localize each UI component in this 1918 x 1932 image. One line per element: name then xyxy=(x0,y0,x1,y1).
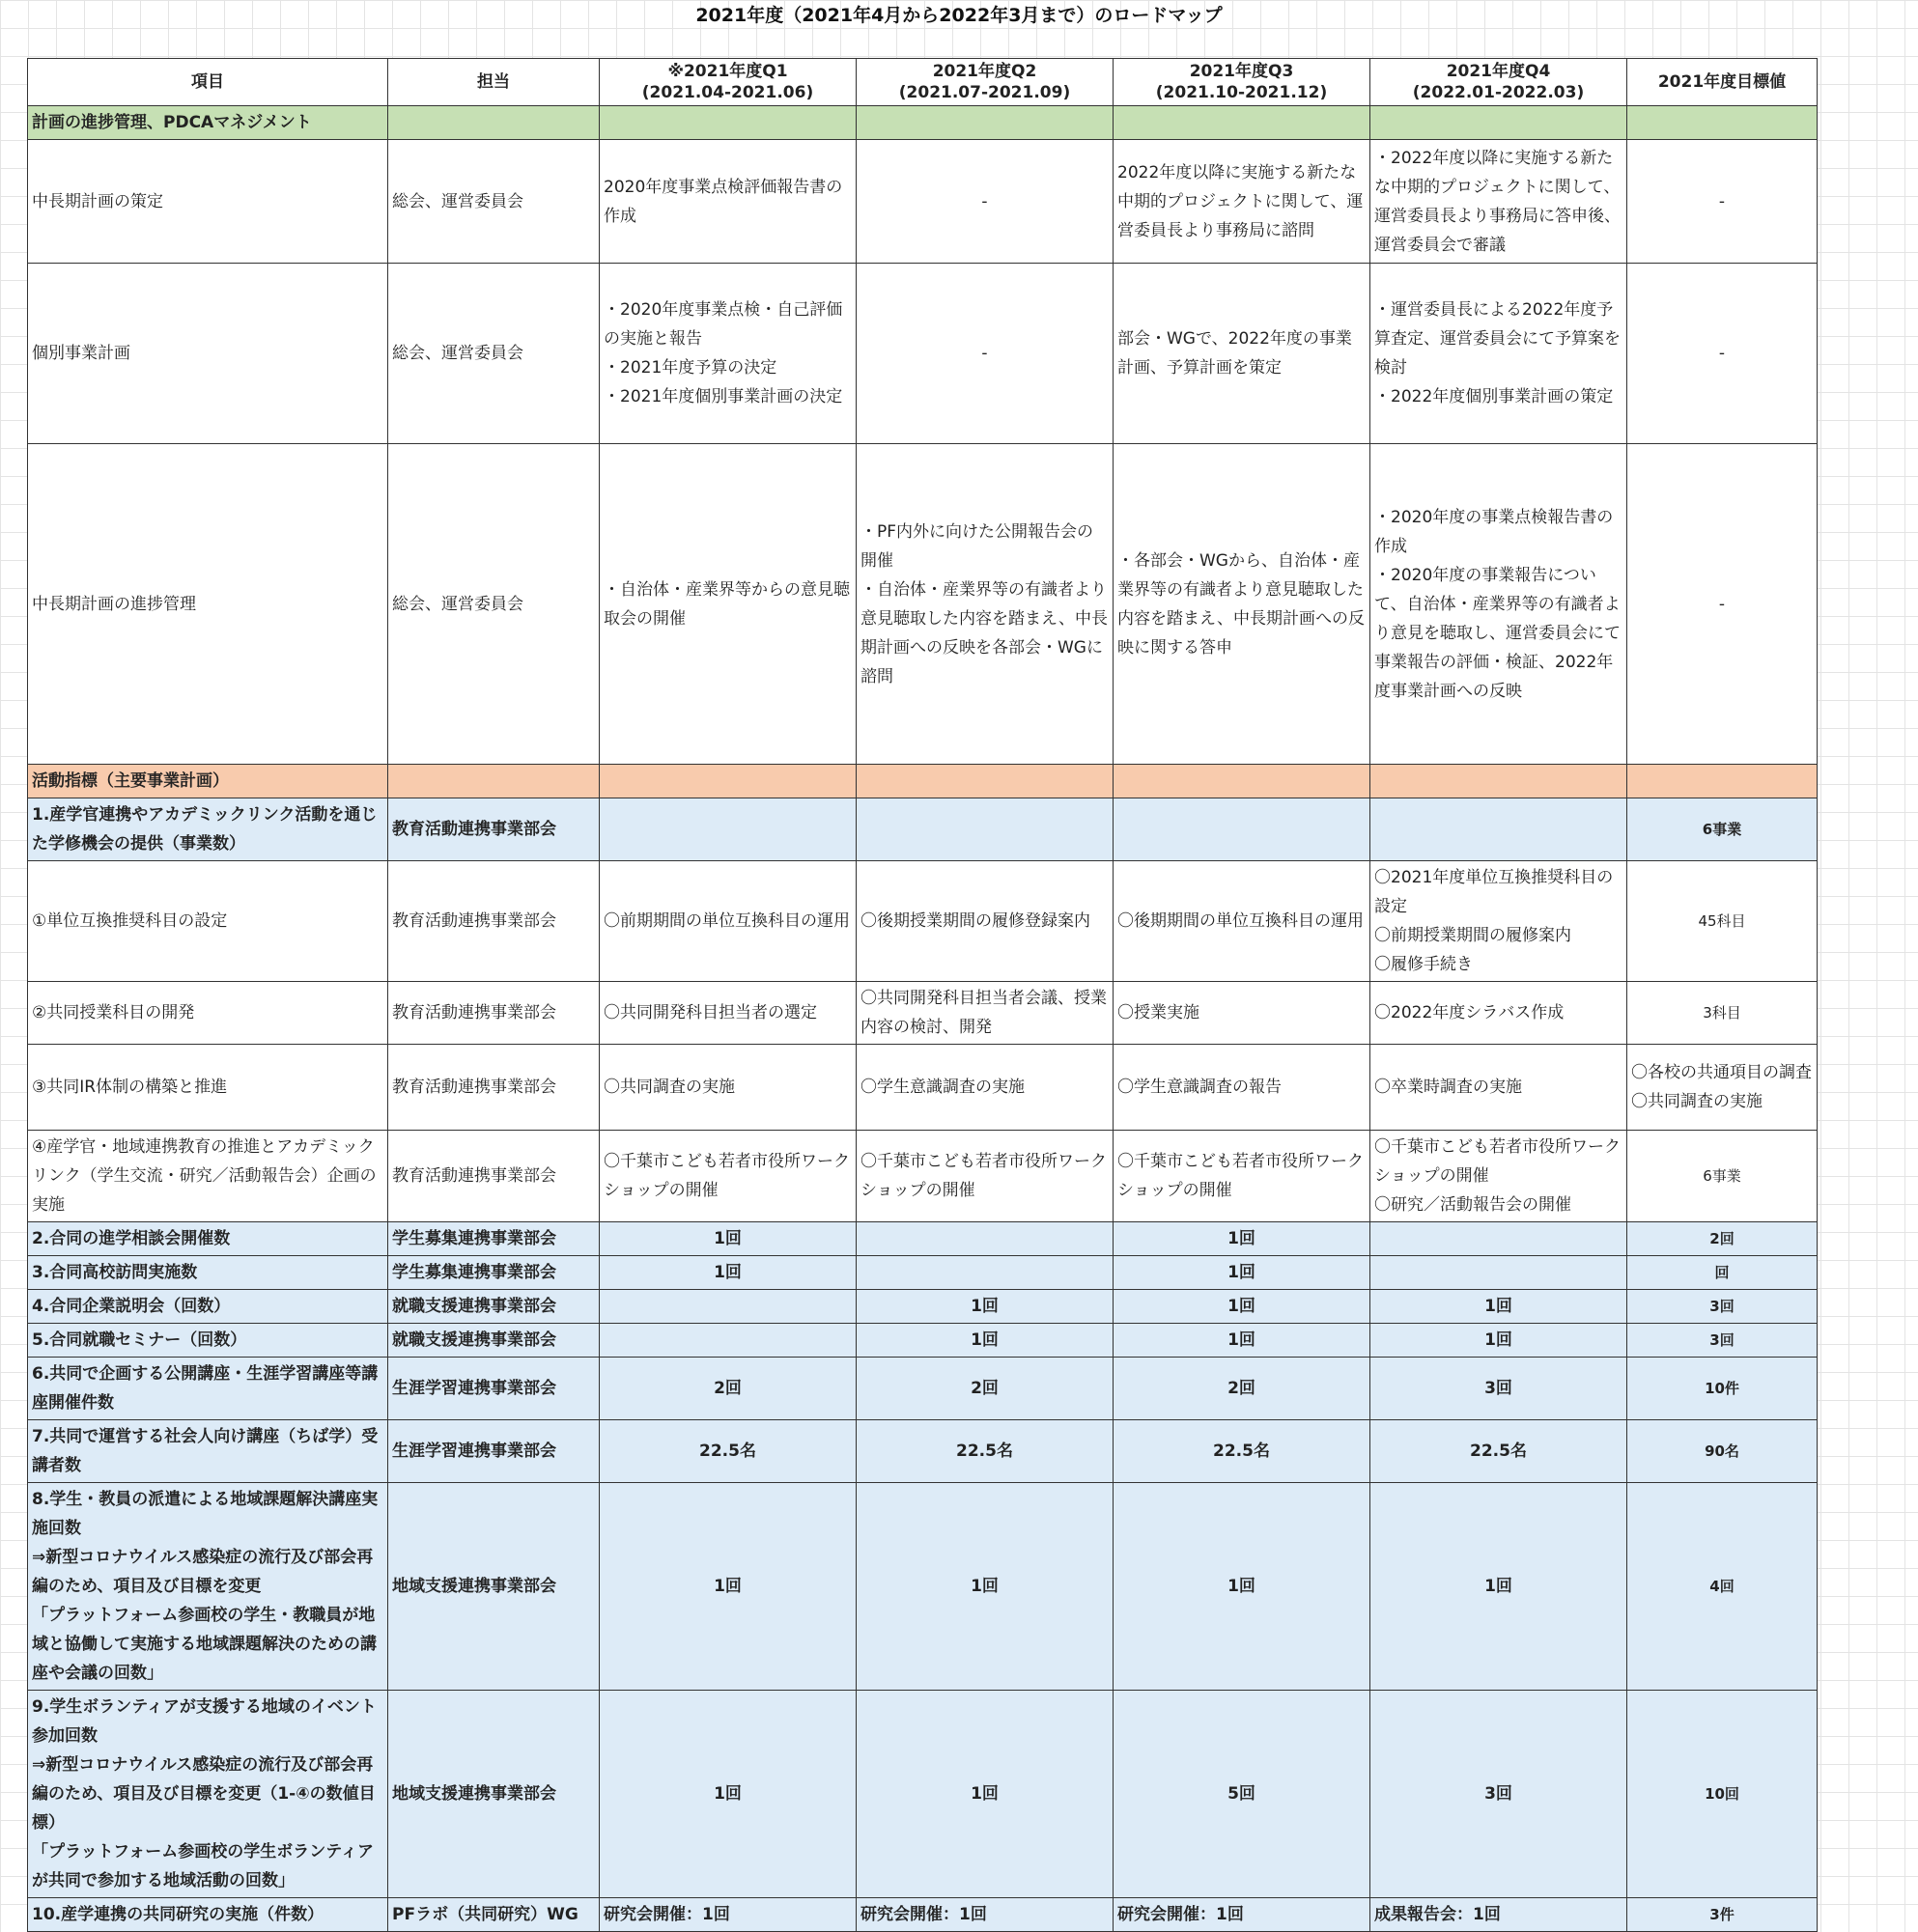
cell-q3: 1回 xyxy=(1114,1324,1370,1358)
cell-q1: ・2020年度事業点検・自己評価の実施と報告 ・2021年度予算の決定 ・2021年度個別事業計画の決定 xyxy=(600,264,857,444)
cell-q3: 22.5名 xyxy=(1114,1420,1370,1483)
cell-q4: 〇2022年度シラバス作成 xyxy=(1370,982,1627,1045)
table-row xyxy=(28,1222,1818,1256)
cell-target: 10件 xyxy=(1627,1358,1818,1420)
cell-owner: 教育活動連携事業部会 xyxy=(388,982,600,1045)
cell-item: ②共同授業科目の開発 xyxy=(28,982,388,1045)
cell-q1 xyxy=(600,798,857,861)
cell-q4: 1回 xyxy=(1370,1290,1627,1324)
cell-q3: 研究会開催：1回 xyxy=(1114,1898,1370,1932)
cell-q2: 22.5名 xyxy=(857,1420,1114,1483)
header-target: 2021年度目標値 xyxy=(1627,59,1818,106)
table-row xyxy=(28,1256,1818,1290)
cell-owner: 地域支援連携事業部会 xyxy=(388,1691,600,1898)
page-title: 2021年度（2021年4月から2022年3月まで）のロードマップ xyxy=(695,5,1223,26)
cell-q1: 〇共同開発科目担当者の選定 xyxy=(600,982,857,1045)
cell-owner: 教育活動連携事業部会 xyxy=(388,861,600,982)
cell-q4: 1回 xyxy=(1370,1324,1627,1358)
cell-q1: 1回 xyxy=(600,1691,857,1898)
cell-q1: 1回 xyxy=(600,1222,857,1256)
cell-q4: 〇2021年度単位互換推奨科目の設定 〇前期授業期間の履修案内 〇履修手続き xyxy=(1370,861,1627,982)
cell-item: 中長期計画の策定 xyxy=(28,140,388,264)
cell-q4 xyxy=(1370,1222,1627,1256)
table-row xyxy=(28,1420,1818,1483)
cell-q2: 1回 xyxy=(857,1324,1114,1358)
cell-owner: 生涯学習連携事業部会 xyxy=(388,1358,600,1420)
header-row xyxy=(28,59,1818,106)
cell-item: 10.産学連携の共同研究の実施（件数） xyxy=(28,1898,388,1932)
cell-owner: PFラボ（共同研究）WG xyxy=(388,1898,600,1932)
cell-target: 3回 xyxy=(1627,1290,1818,1324)
roadmap-table xyxy=(27,58,1818,1932)
table-row xyxy=(28,140,1818,264)
cell-owner: 教育活動連携事業部会 xyxy=(388,1131,600,1222)
cell-q2: - xyxy=(857,140,1114,264)
cell-q2: 〇学生意識調査の実施 xyxy=(857,1045,1114,1131)
cell-q1: 1回 xyxy=(600,1256,857,1290)
cell-q1 xyxy=(600,1290,857,1324)
cell-target: 90名 xyxy=(1627,1420,1818,1483)
cell-q4: ・運営委員長による2022年度予算査定、運営委員会にて予算案を検討 ・2022年度個別事業計画の策定 xyxy=(1370,264,1627,444)
cell-owner: 総会、運営委員会 xyxy=(388,264,600,444)
cell-q3: 部会・WGで、2022年度の事業計画、予算計画を策定 xyxy=(1114,264,1370,444)
cell-q3: 2回 xyxy=(1114,1358,1370,1420)
cell-q4: 1回 xyxy=(1370,1483,1627,1691)
table-row xyxy=(28,1898,1818,1932)
cell-owner: 教育活動連携事業部会 xyxy=(388,798,600,861)
cell-target: 3件 xyxy=(1627,1898,1818,1932)
table-row xyxy=(28,1358,1818,1420)
cell-q2: ・PF内外に向けた公開報告会の開催 ・自治体・産業界等の有識者より意見聴取した内容を踏まえ、中長期計画への反映を各部会・WGに諮問 xyxy=(857,444,1114,765)
table-row xyxy=(28,264,1818,444)
cell-q2 xyxy=(857,1222,1114,1256)
cell-q2: 研究会開催：1回 xyxy=(857,1898,1114,1932)
cell-item: 1.産学官連携やアカデミックリンク活動を通じた学修機会の提供（事業数） xyxy=(28,798,388,861)
cell-q3: 1回 xyxy=(1114,1256,1370,1290)
header-q4: 2021年度Q4 (2022.01-2022.03) xyxy=(1370,59,1627,106)
cell-q2: 1回 xyxy=(857,1483,1114,1691)
cell-item: ③共同IR体制の構築と推進 xyxy=(28,1045,388,1131)
cell-q4: 22.5名 xyxy=(1370,1420,1627,1483)
cell-item: 8.学生・教員の派遣による地域課題解決講座実施回数 ⇒新型コロナウイルス感染症の流行及び部会再編のため、項目及び目標を変更 「プラットフォーム参画校の学生・教職員が地域と協働して実施する地域課題解決のための講座や会議の回数」 xyxy=(28,1483,388,1691)
cell-owner: 生涯学習連携事業部会 xyxy=(388,1420,600,1483)
cell-target: 10回 xyxy=(1627,1691,1818,1898)
section-label: 計画の進捗管理、PDCAマネジメント xyxy=(28,106,388,140)
cell-item: 個別事業計画 xyxy=(28,264,388,444)
cell-owner: 総会、運営委員会 xyxy=(388,140,600,264)
cell-owner: 総会、運営委員会 xyxy=(388,444,600,765)
cell-item: ④産学官・地域連携教育の推進とアカデミックリンク（学生交流・研究／活動報告会）企画の実施 xyxy=(28,1131,388,1222)
cell-item: 3.合同高校訪問実施数 xyxy=(28,1256,388,1290)
cell-owner: 就職支援連携事業部会 xyxy=(388,1290,600,1324)
cell-owner: 地域支援連携事業部会 xyxy=(388,1483,600,1691)
section-row-activity xyxy=(28,765,1818,798)
cell-q3: 2022年度以降に実施する新たな中期的プロジェクトに関して、運営委員長より事務局に諮問 xyxy=(1114,140,1370,264)
cell-item: ①単位互換推奨科目の設定 xyxy=(28,861,388,982)
cell-owner: 就職支援連携事業部会 xyxy=(388,1324,600,1358)
cell-q3: ・各部会・WGから、自治体・産業界等の有識者より意見聴取した内容を踏まえ、中長期計画への反映に関する答申 xyxy=(1114,444,1370,765)
cell-q1: 研究会開催：1回 xyxy=(600,1898,857,1932)
cell-q1: ・自治体・産業界等からの意見聴取会の開催 xyxy=(600,444,857,765)
table-row xyxy=(28,1290,1818,1324)
cell-item: 6.共同で企画する公開講座・生涯学習講座等講座開催件数 xyxy=(28,1358,388,1420)
table-row xyxy=(28,982,1818,1045)
cell-q2: 2回 xyxy=(857,1358,1114,1420)
cell-q3: 〇授業実施 xyxy=(1114,982,1370,1045)
cell-q2: 1回 xyxy=(857,1691,1114,1898)
header-q1: ※2021年度Q1 (2021.04-2021.06) xyxy=(600,59,857,106)
table-row xyxy=(28,1131,1818,1222)
table-row xyxy=(28,1483,1818,1691)
section-row-plan xyxy=(28,106,1818,140)
cell-target: - xyxy=(1627,140,1818,264)
cell-q2: 〇共同開発科目担当者会議、授業内容の検討、開発 xyxy=(857,982,1114,1045)
cell-target: - xyxy=(1627,264,1818,444)
cell-q1 xyxy=(600,1324,857,1358)
cell-q2: - xyxy=(857,264,1114,444)
cell-q3: 1回 xyxy=(1114,1290,1370,1324)
cell-owner: 学生募集連携事業部会 xyxy=(388,1256,600,1290)
cell-item: 2.合同の進学相談会開催数 xyxy=(28,1222,388,1256)
cell-target: 4回 xyxy=(1627,1483,1818,1691)
cell-q3: 5回 xyxy=(1114,1691,1370,1898)
cell-target: 2回 xyxy=(1627,1222,1818,1256)
cell-q1: 2020年度事業点検評価報告書の作成 xyxy=(600,140,857,264)
cell-owner: 学生募集連携事業部会 xyxy=(388,1222,600,1256)
cell-q4 xyxy=(1370,798,1627,861)
table-row xyxy=(28,798,1818,861)
cell-q1: 1回 xyxy=(600,1483,857,1691)
table-row xyxy=(28,1691,1818,1898)
cell-item: 9.学生ボランティアが支援する地域のイベント参加回数 ⇒新型コロナウイルス感染症の流行及び部会再編のため、項目及び目標を変更（1-④の数値目標） 「プラットフォーム参画校の学生ボランティアが共同で参加する地域活動の回数」 xyxy=(28,1691,388,1898)
cell-q4: 成果報告会：1回 xyxy=(1370,1898,1627,1932)
cell-q4: ・2020年度の事業点検報告書の作成 ・2020年度の事業報告について、自治体・産業界等の有識者より意見を聴取し、運営委員会にて事業報告の評価・検証、2022年度事業計画への反映 xyxy=(1370,444,1627,765)
cell-item: 中長期計画の進捗管理 xyxy=(28,444,388,765)
cell-q2: 〇後期授業期間の履修登録案内 xyxy=(857,861,1114,982)
cell-item: 7.共同で運営する社会人向け講座（ちば学）受講者数 xyxy=(28,1420,388,1483)
cell-target: 3回 xyxy=(1627,1324,1818,1358)
table-row xyxy=(28,861,1818,982)
cell-item: 5.合同就職セミナー（回数） xyxy=(28,1324,388,1358)
cell-q3: 〇千葉市こども若者市役所ワークショップの開催 xyxy=(1114,1131,1370,1222)
cell-item: 4.合同企業説明会（回数） xyxy=(28,1290,388,1324)
header-owner: 担当 xyxy=(388,59,600,106)
cell-target: 45科目 xyxy=(1627,861,1818,982)
cell-target: 3科目 xyxy=(1627,982,1818,1045)
cell-q2: 1回 xyxy=(857,1290,1114,1324)
cell-q4: 〇千葉市こども若者市役所ワークショップの開催 〇研究／活動報告会の開催 xyxy=(1370,1131,1627,1222)
cell-q1: 22.5名 xyxy=(600,1420,857,1483)
cell-q2: 〇千葉市こども若者市役所ワークショップの開催 xyxy=(857,1131,1114,1222)
cell-owner: 教育活動連携事業部会 xyxy=(388,1045,600,1131)
section-label: 活動指標（主要事業計画） xyxy=(28,765,388,798)
cell-target: 回 xyxy=(1627,1256,1818,1290)
cell-q3: 〇後期期間の単位互換科目の運用 xyxy=(1114,861,1370,982)
table-row xyxy=(28,1324,1818,1358)
table-row xyxy=(28,1045,1818,1131)
cell-q2 xyxy=(857,798,1114,861)
cell-q4: 3回 xyxy=(1370,1691,1627,1898)
cell-q4: ・2022年度以降に実施する新たな中期的プロジェクトに関して、運営委員長より事務局に答申後、運営委員会で審議 xyxy=(1370,140,1627,264)
cell-target: - xyxy=(1627,444,1818,765)
cell-q1: 2回 xyxy=(600,1358,857,1420)
table-row xyxy=(28,444,1818,765)
cell-q1: 〇共同調査の実施 xyxy=(600,1045,857,1131)
cell-target: 6事業 xyxy=(1627,1131,1818,1222)
cell-q4: 3回 xyxy=(1370,1358,1627,1420)
cell-q3 xyxy=(1114,798,1370,861)
header-item: 項目 xyxy=(28,59,388,106)
cell-q1: 〇前期期間の単位互換科目の運用 xyxy=(600,861,857,982)
cell-q4 xyxy=(1370,1256,1627,1290)
header-q3: 2021年度Q3 (2021.10-2021.12) xyxy=(1114,59,1370,106)
cell-q3: 〇学生意識調査の報告 xyxy=(1114,1045,1370,1131)
cell-q4: 〇卒業時調査の実施 xyxy=(1370,1045,1627,1131)
cell-q1: 〇千葉市こども若者市役所ワークショップの開催 xyxy=(600,1131,857,1222)
header-q2: 2021年度Q2 (2021.07-2021.09) xyxy=(857,59,1114,106)
cell-q3: 1回 xyxy=(1114,1222,1370,1256)
cell-target: 6事業 xyxy=(1627,798,1818,861)
cell-q2 xyxy=(857,1256,1114,1290)
cell-q3: 1回 xyxy=(1114,1483,1370,1691)
cell-target: 〇各校の共通項目の調査 〇共同調査の実施 xyxy=(1627,1045,1818,1131)
